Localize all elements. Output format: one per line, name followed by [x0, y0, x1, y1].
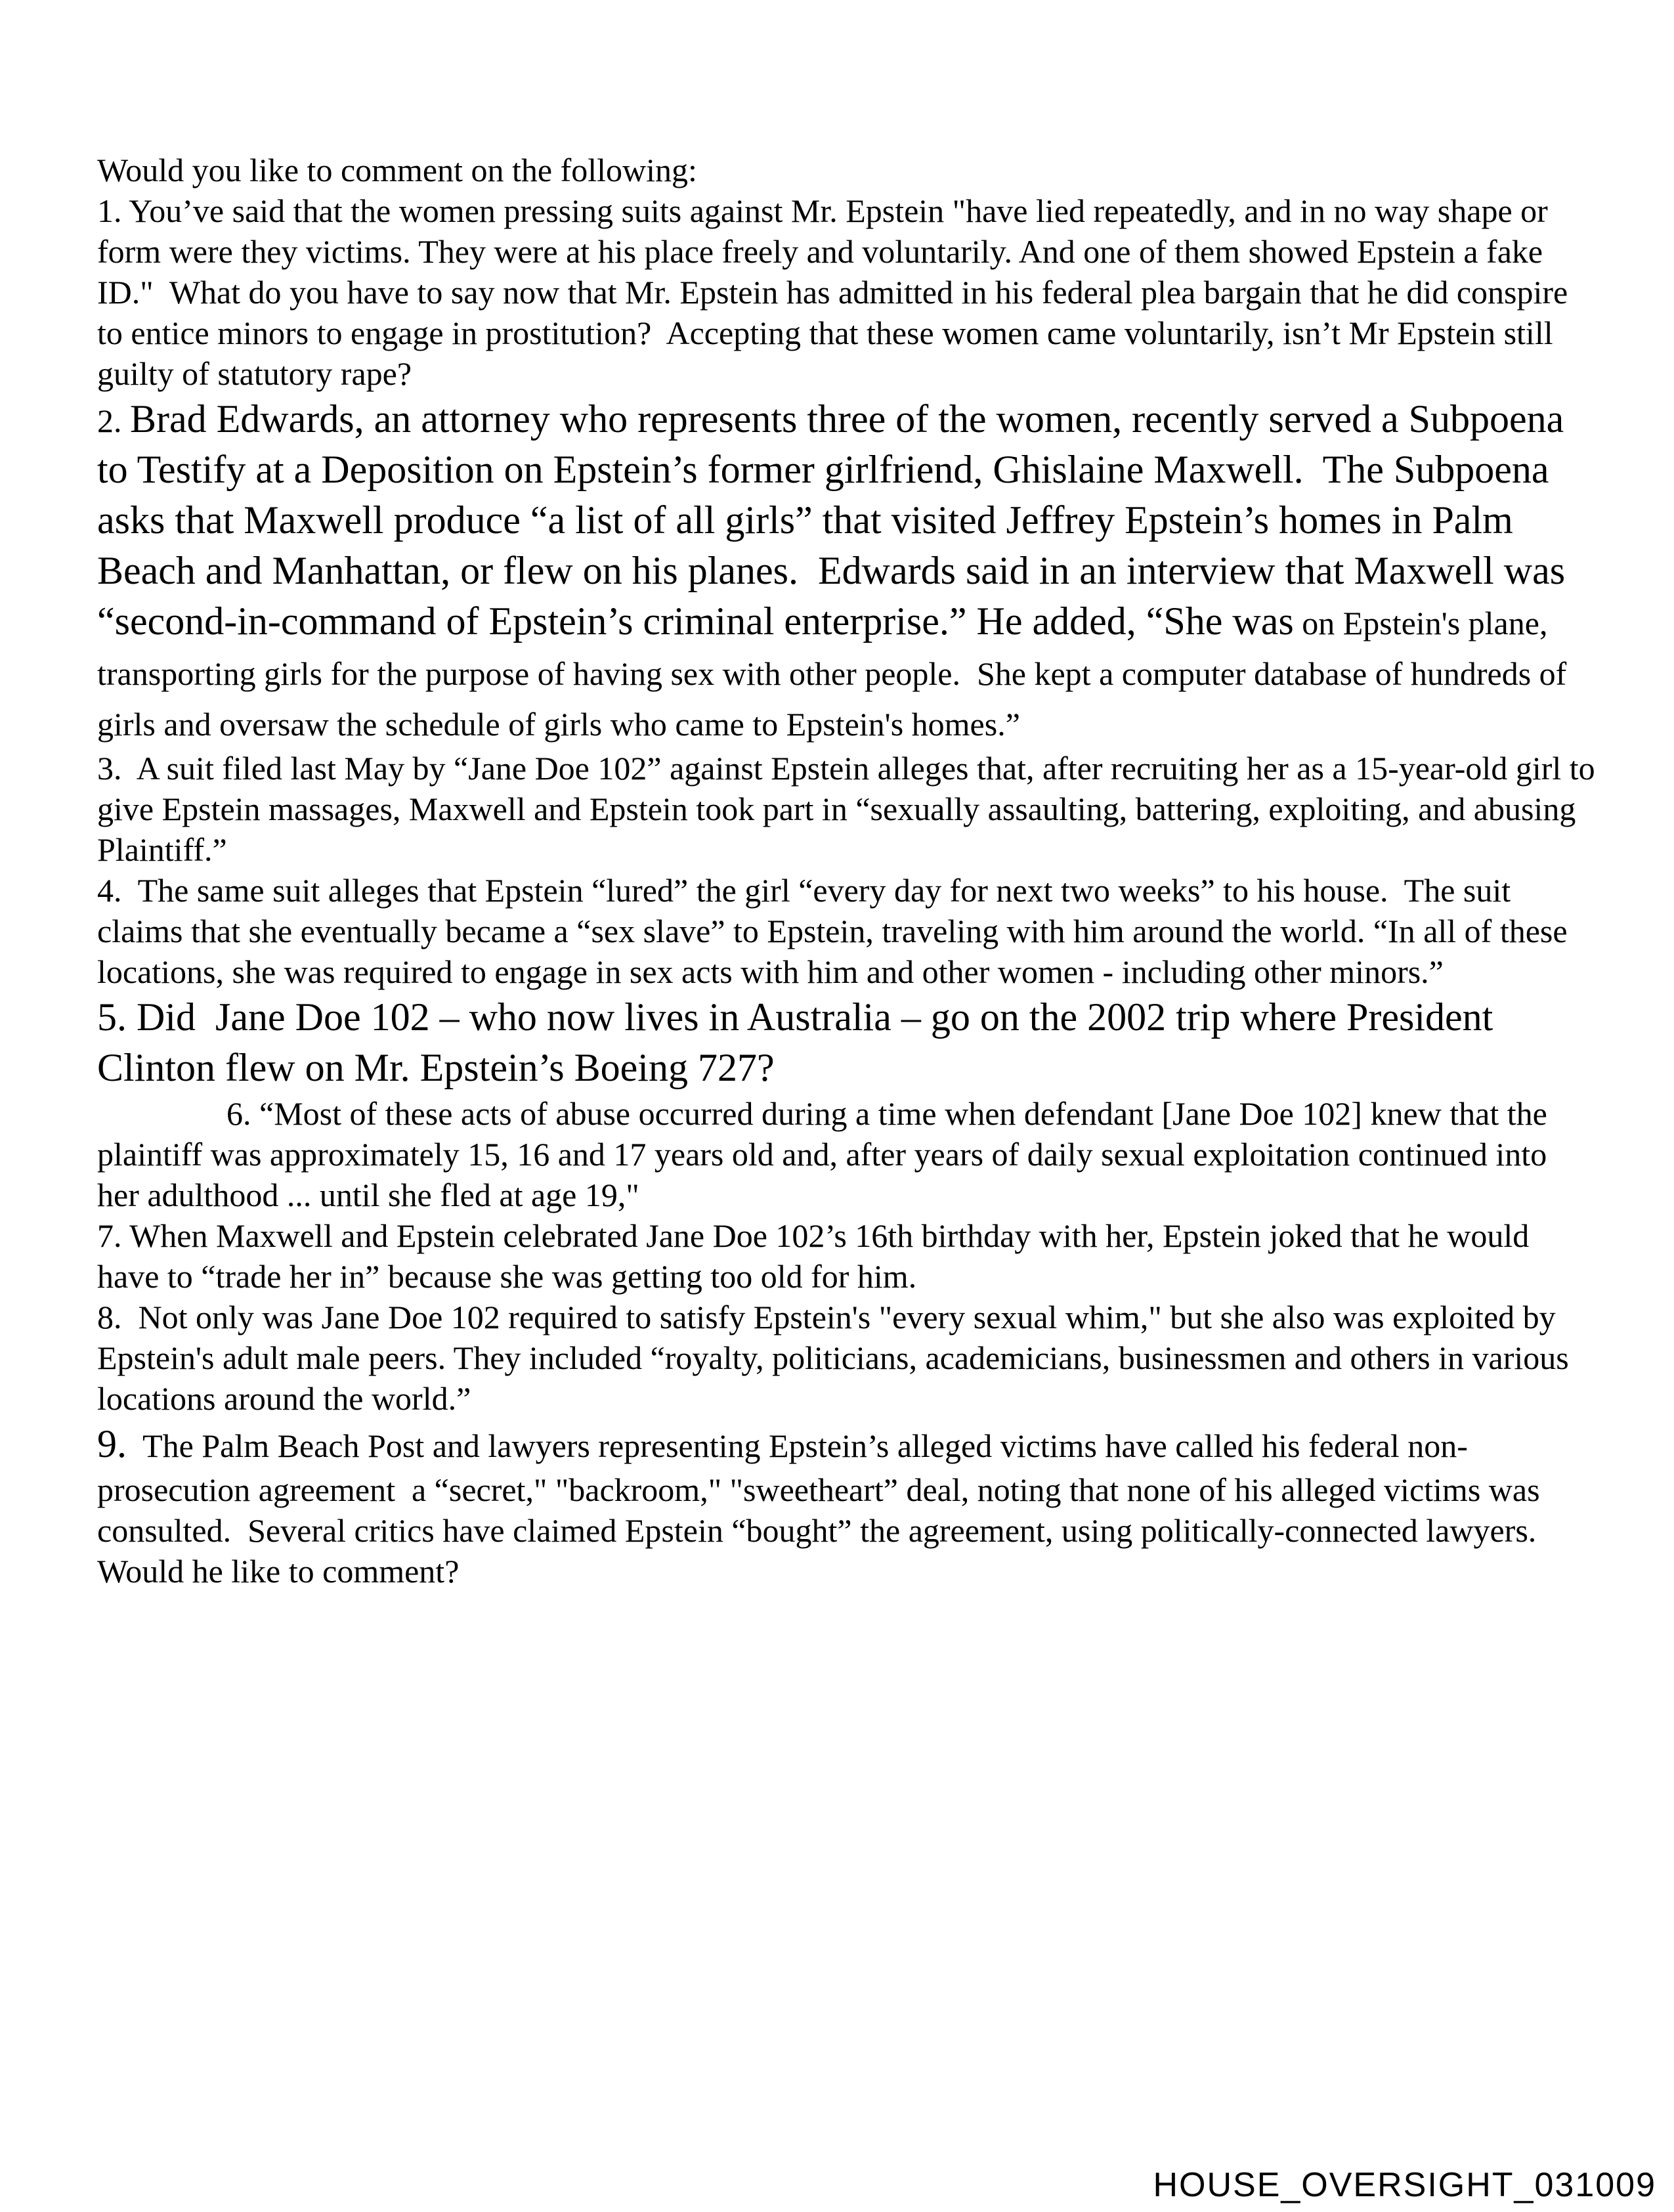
intro-line-main: Would you like to comment on the following:: [97, 152, 697, 188]
question-4: [97, 870, 1595, 992]
question-2: [97, 394, 1595, 748]
question-6: [97, 1093, 1595, 1215]
question-8: [97, 1297, 1595, 1419]
question-4-text: 4. The same suit alleges that Epstein “lured” the girl “every day for next two weeks” to his house. The suit claims that she eventually became a “sex slave” to Epstein, traveling with him around the world. “In all of these locations, she was required to engage in sex acts with him and other women - including other minors.”: [97, 872, 1576, 990]
question-6-text: 6. “Most of these acts of abuse occurred during a time when defendant [Jane Doe 102] knew that the plaintiff was approximately 15, 16 and 17 years old and, after years of daily sexual exploitation continued into her adulthood ... until she fled at age 19,": [97, 1095, 1556, 1213]
question-1-text: 1. You’ve said that the women pressing suits against Mr. Epstein "have lied repeatedly, and in no way shape or form were they victims. They were at his place freely and voluntarily. And one of them showed Epstein a fake ID." What do you have to say now that Mr. Epstein has admitted in his federal plea bargain that he did conspire to entice minors to engage in prostitution? Accepting that these women came voluntarily, isn’t Mr Epstein still guilty of statutory rape?: [97, 192, 1576, 392]
intro-line: [97, 150, 1595, 190]
question-5-text: 5. Did Jane Doe 102 – who now lives in Australia – go on the 2002 trip where President Clinton flew on Mr. Epstein’s Boeing 727?: [97, 995, 1503, 1089]
question-7-text: 7. When Maxwell and Epstein celebrated Jane Doe 102’s 16th birthday with her, Epstein joked that he would have to “trade her in” because she was getting too old for him.: [97, 1217, 1537, 1295]
question-5: [97, 992, 1595, 1093]
question-8-text: 8. Not only was Jane Doe 102 required to satisfy Epstein's "every sexual whim," but she also was exploited by Epstein's adult male peers. They included “royalty, politicians, academicians, businessmen and others in various locations around the world.”: [97, 1299, 1577, 1417]
question-1: [97, 190, 1595, 394]
question-9-text: The Palm Beach Post and lawyers representing Epstein’s alleged victims have called his federal non-prosecution agreement a “secret," "backroom," "sweetheart” deal, noting that none of his alleged victims was consulted. Several critics have claimed Epstein “bought” the agreement, using politically-connected lawyers. Would he like to comment?: [97, 1427, 1553, 1590]
question-9-number: 9.: [97, 1422, 127, 1465]
question-3: [97, 748, 1604, 870]
question-2-text-large: Brad Edwards, an attorney who represents three of the women, recently served a Subpoena to Testify at a Deposition on Epstein’s former girlfriend, Ghislaine Maxwell. The Subpoena asks that Maxwell produce “a list of all girls” that visited Jeffrey Epstein’s homes in Palm Beach and Manhattan, or flew on his planes. Edwards said in an interview that Maxwell was “second-in-command of Epstein’s criminal enterprise.” He added, “She was: [97, 397, 1576, 643]
bates-stamp: HOUSE_OVERSIGHT_031009: [1153, 2166, 1656, 2204]
question-9: [97, 1419, 1595, 1592]
question-7: [97, 1215, 1595, 1297]
question-3-text: 3. A suit filed last May by “Jane Doe 102” against Epstein alleges that, after recruiting her as a 15-year-old girl to give Epstein massages, Maxwell and Epstein took part in “sexually assaulting, battering, exploiting, and abusing Plaintiff.”: [97, 750, 1604, 868]
question-2-number: 2.: [97, 402, 130, 439]
question-2-text-regular: on Epstein's plane, transporting girls for the purpose of having sex with other people. She kept a computer database of hundreds of girls and oversaw the schedule of girls who came to Epstein's homes.”: [97, 605, 1575, 743]
